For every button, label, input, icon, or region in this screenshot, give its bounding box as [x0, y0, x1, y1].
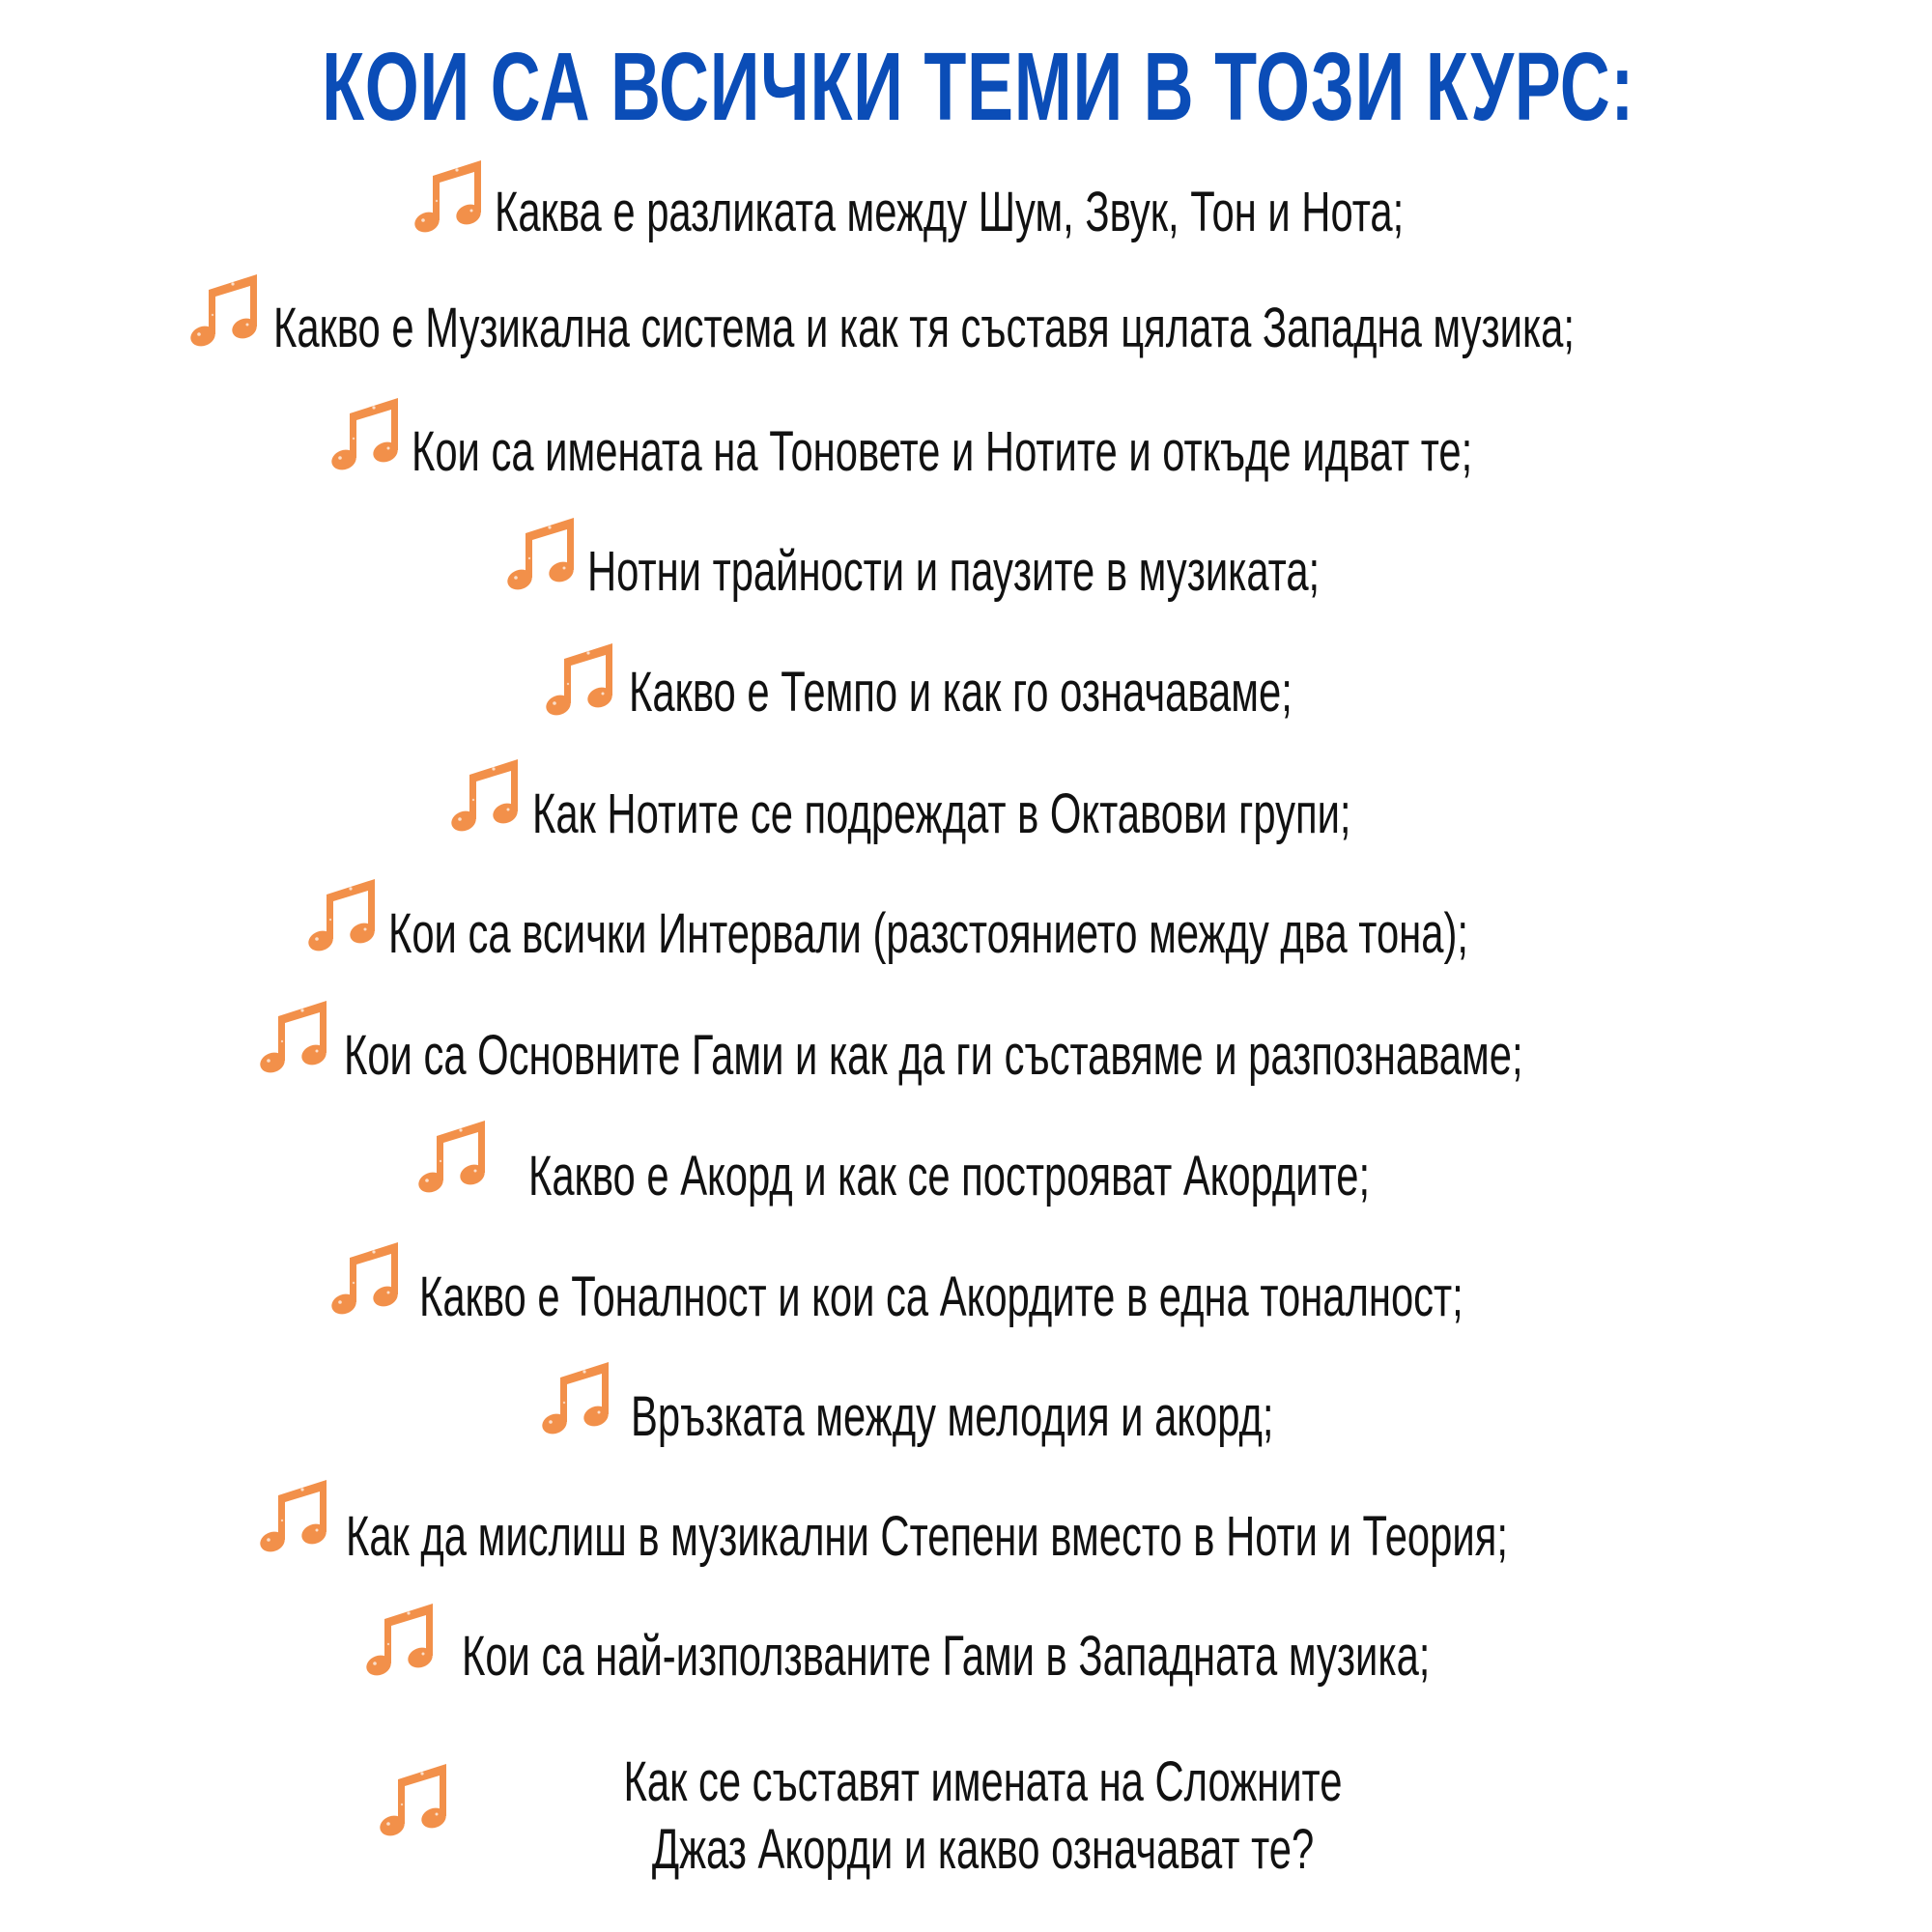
list-item-text: Какво е Акорд и как се построяват Акордите;: [528, 1145, 1371, 1208]
list-item-text: Връзката между мелодия и акорд;: [631, 1385, 1274, 1448]
list-item-text: Кои са най-използваните Гами в Западната музика;: [462, 1625, 1431, 1688]
music-note-icon: [450, 752, 526, 835]
music-note-icon: [307, 871, 383, 954]
music-note-icon: [417, 1113, 493, 1196]
list-item-text: Как се съставят имената на Сложните Джаз Акорди и какво означават те?: [623, 1750, 1343, 1881]
list-item-text: Какво е Музикална система и как тя съставя цялата Западна музика;: [273, 297, 1575, 359]
music-note-icon: [330, 390, 406, 473]
music-note-icon: [365, 1596, 440, 1679]
music-note-icon: [413, 153, 489, 236]
list-item-text: Кои са имената на Тоновете и Нотите и откъде идват те;: [412, 420, 1473, 483]
music-note-icon: [545, 636, 620, 719]
list-item-text: Нотни трайности и паузите в музиката;: [587, 540, 1321, 603]
music-note-icon: [541, 1354, 616, 1437]
list-item-text: Каква е разликата между Шум, Звук, Тон и Нота;: [495, 181, 1405, 243]
music-note-icon: [259, 1472, 334, 1555]
list-item-text: Как Нотите се подреждат в Октавови групи;: [532, 782, 1351, 845]
list-item-text: Какво е Тоналност и кои са Акордите в една тоналност;: [419, 1265, 1463, 1328]
list-item-text: Как да мислиш в музикални Степени вместо в Ноти и Теория;: [346, 1505, 1508, 1568]
list-item-text: Какво е Темпо и как го означаваме;: [629, 661, 1293, 724]
list-item-text: Кои са Основните Гами и как да ги съставяме и разпознаваме;: [344, 1024, 1523, 1087]
music-note-icon: [330, 1235, 406, 1318]
music-note-icon: [379, 1756, 454, 1839]
music-note-icon: [189, 267, 265, 350]
page-title: КОИ СА ВСИЧКИ ТЕМИ В ТОЗИ КУРС:: [322, 33, 1635, 141]
music-note-icon: [506, 510, 582, 593]
list-item-text: Кои са всички Интервали (разстоянието между два тона);: [388, 902, 1468, 965]
music-note-icon: [259, 993, 334, 1076]
